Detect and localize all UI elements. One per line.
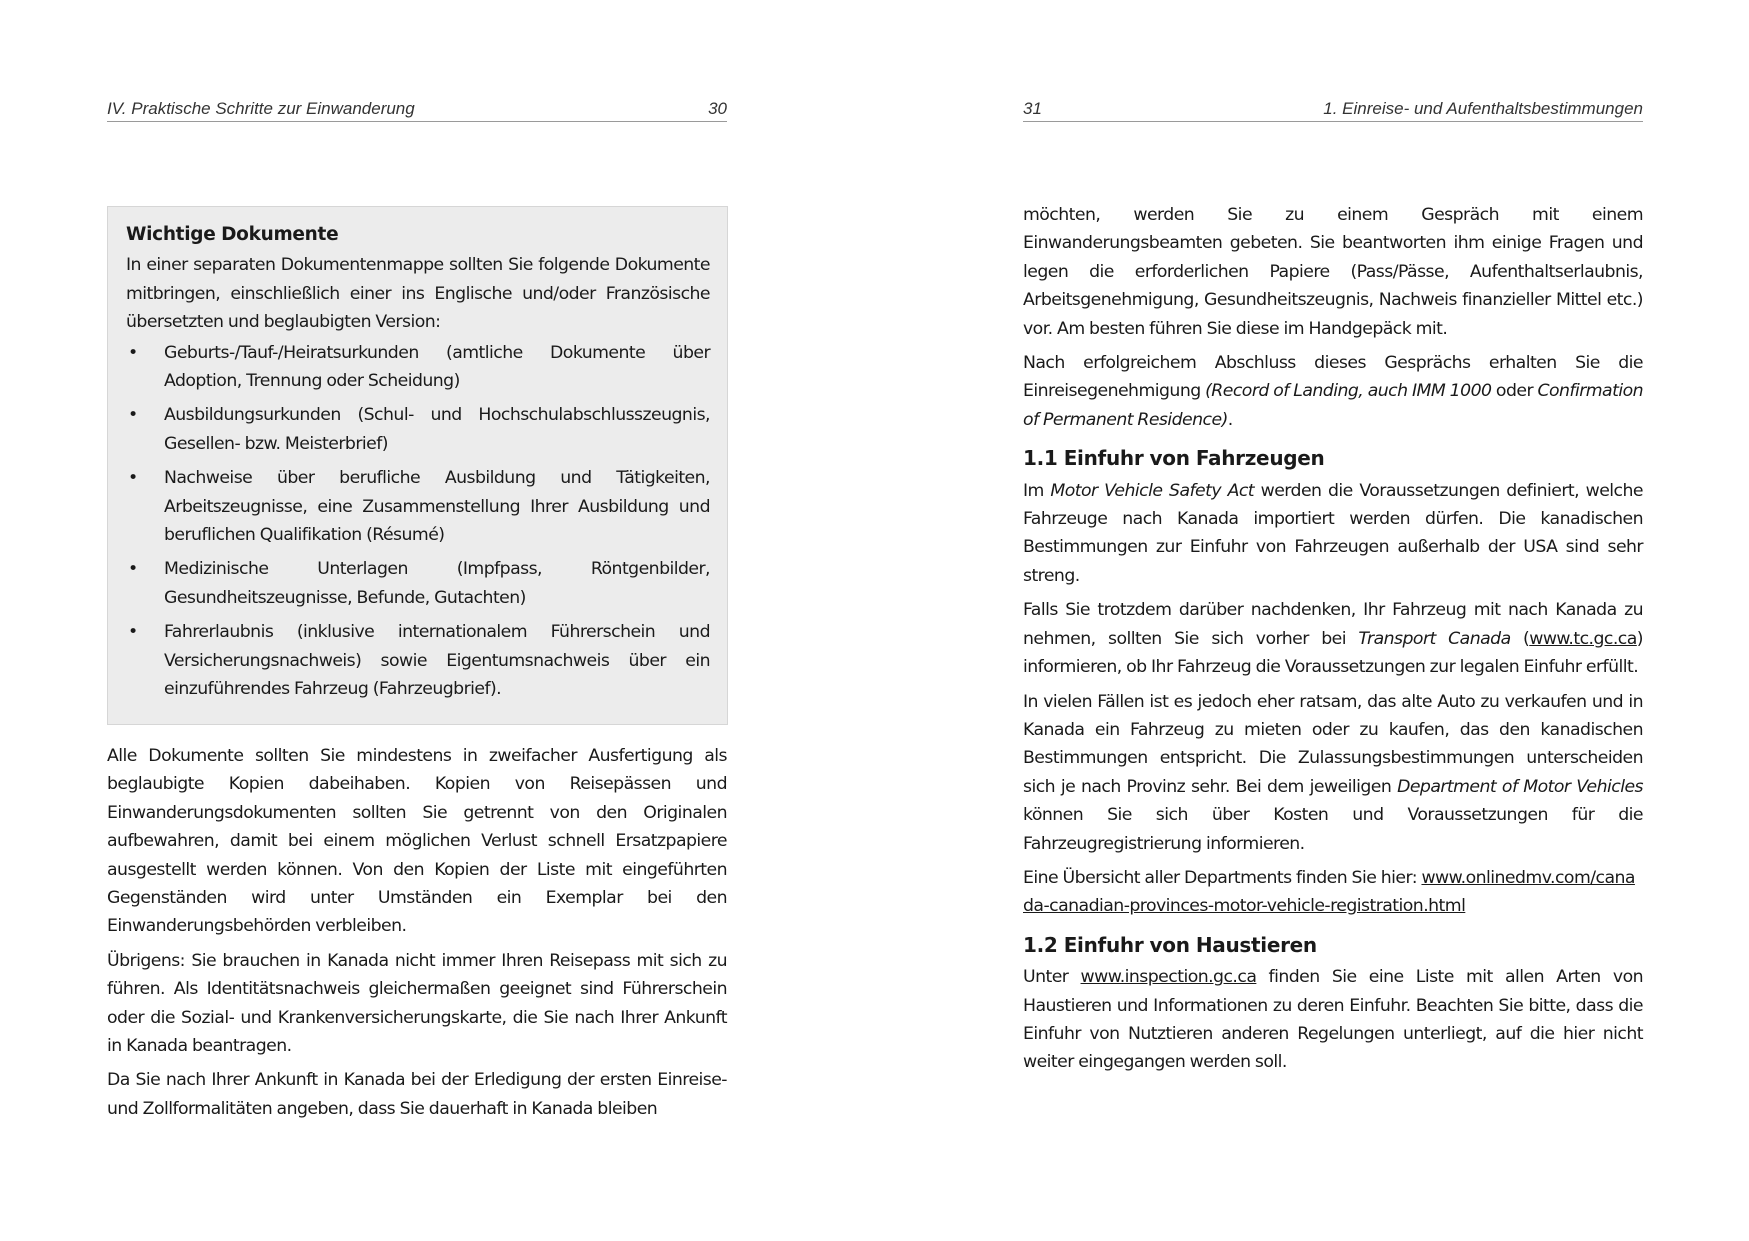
paragraph: Eine Übersicht aller Departments finden Sie hier: www.onlinedmv.com/canada-canadian-provinces-motor-vehicle-registration.html [1023,867,1635,917]
section-heading-vehicles: 1.1 Einfuhr von Fahrzeugen [1023,446,1325,471]
list-item: • Medizinische Unterlagen (Impfpass, Röntgenbilder, Gesundheitszeugnisse, Befunde, Gutachten) [126,555,710,612]
bullet-icon: • [128,622,138,643]
running-header-right [1023,99,1643,122]
info-box-intro: In einer separaten Dokumentenmappe sollten Sie folgende Dokumente mitbringen, einschließlich einer ins Englische und/oder Französische übersetzten und beglaubigten Version: [126,255,710,333]
left-body-text [107,742,727,1129]
chapter-title: IV. Praktische Schritte zur Einwanderung [107,99,415,118]
paragraph: möchten, werden Sie zu einem Gespräch mit einem Einwanderungsbeamten gebeten. Sie beantworten ihm einige Fragen und legen die erforderlichen Papiere (Pass/Pässe, Aufenthaltserlaubnis, Arbeitsgenehmigung, Gesundheitszeugnis, Nachweis finanzieller Mittel etc.) vor. Am besten führen Sie diese im Handgepäck mit. [1023,205,1643,339]
info-box-title: Wichtige Dokumente [126,224,339,245]
bullet-icon: • [128,342,138,363]
list-item: • Ausbildungsurkunden (Schul- und Hochschulabschlusszeugnis, Gesellen- bzw. Meisterbrief) [126,401,710,458]
paragraph: In vielen Fällen ist es jedoch eher ratsam, das alte Auto zu verkaufen und in Kanada ein Fahrzeug zu mieten oder zu kaufen, das den kanadischen Bestimmungen entspricht. Die Zulassungsbestimmungen unterscheiden sich je nach Provinz sehr. Bei dem jeweiligen Department of Motor Vehicles können Sie sich über Kosten und Voraussetzungen für die Fahrzeugregistrierung informieren. [1023,691,1643,854]
page-number: 31 [1023,99,1042,118]
right-body-text [1023,201,1643,1083]
list-item: • Geburts-/Tauf-/Heiratsurkunden (amtliche Dokumente über Adoption, Trennung oder Scheidung) [126,339,710,396]
section-heading-pets: 1.2 Einfuhr von Haustieren [1023,932,1317,957]
info-box-important-documents [107,206,728,725]
page-number: 30 [708,99,727,118]
bullet-icon: • [128,405,138,426]
paragraph: Im Motor Vehicle Safety Act werden die Voraussetzungen definiert, welche Fahrzeuge nach Kanada importiert werden dürfen. Die kanadischen Bestimmungen zur Einfuhr von Fahrzeugen außerhalb der USA sind sehr streng. [1023,480,1643,586]
bullet-icon: • [128,559,138,580]
list-item: • Nachweise über berufliche Ausbildung und Tätigkeiten, Arbeitszeugnisse, eine Zusammenstellung Ihrer Ausbildung und beruflichen Qualifikation (Résumé) [126,464,710,549]
list-item: • Fahrerlaubnis (inklusive internationalem Führerschein und Versicherungsnachweis) sowie Eigentumsnachweis über ein einzuführendes Fahrzeug (Fahrzeugbrief). [126,618,710,703]
paragraph-landing: Nach erfolgreichem Abschluss dieses Gesprächs erhalten Sie die Einreisegenehmigung (Record of Landing, auch IMM 1000 oder Confirmation of Permanent Residence). [1023,353,1643,430]
section-title: 1. Einreise- und Aufenthaltsbestimmungen [1323,99,1643,118]
running-header-left [107,99,727,122]
link-transport-canada[interactable]: www.tc.gc.ca [1529,628,1637,649]
paragraph: Da Sie nach Ihrer Ankunft in Kanada bei der Erledigung der ersten Einreise- und Zollformalitäten angeben, dass Sie dauerhaft in Kanada bleiben [107,1070,727,1119]
link-onlinedmv[interactable]: www.onlinedmv.com/canada-canadian-provinces-motor-vehicle-registration.html [1023,867,1635,917]
paragraph: Übrigens: Sie brauchen in Kanada nicht immer Ihren Reisepass mit sich zu führen. Als Identitätsnachweis gleichermaßen geeignet sind Führerschein oder die Sozial- und Krankenversicherungskarte, die Sie nach Ihrer Ankunft in Kanada beantragen. [107,950,727,1057]
link-inspection[interactable]: www.inspection.gc.ca [1080,967,1257,988]
paragraph: Falls Sie trotzdem darüber nachdenken, Ihr Fahrzeug mit nach Kanada zu nehmen, sollten Sie sich vorher bei Transport Canada (www.tc.gc.ca) informieren, ob Ihr Fahrzeug die Voraussetzungen zur legalen Einfuhr erfüllt. [1023,600,1643,678]
paragraph: Alle Dokumente sollten Sie mindestens in zweifacher Ausfertigung als beglaubigte Kopien dabeihaben. Kopien von Reisepässen und Einwanderungsdokumenten sollten Sie getrennt von den Originalen aufbewahren, damit bei einem möglichen Verlust schnell Ersatzpapiere ausgestellt werden können. Von den Kopien der Liste mit eingeführten Gegenständen wird unter Umständen ein Exemplar bei den Einwanderungsbehörden verbleiben. [107,746,727,937]
paragraph: Unter www.inspection.gc.ca finden Sie eine Liste mit allen Arten von Haustieren und Informationen zu deren Einfuhr. Beachten Sie bitte, dass die Einfuhr von Nutztieren anderen Regelungen unterliegt, auf die hier nicht weiter eingegangen werden soll. [1023,967,1643,1073]
bullet-icon: • [128,468,138,489]
document-list [126,339,710,704]
